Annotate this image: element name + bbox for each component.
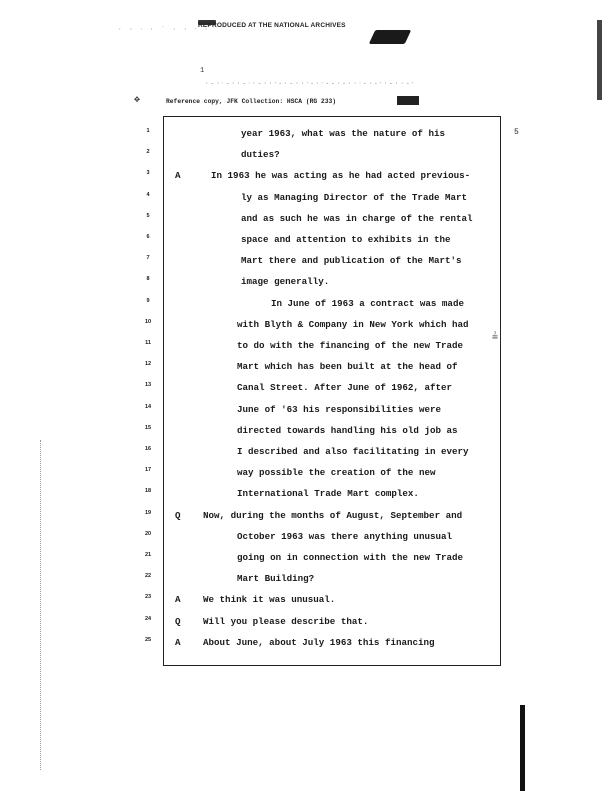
line-text: to do with the financing of the new Trade: [237, 340, 464, 351]
line-text: Canal Street. After June of 1962, after: [237, 382, 453, 394]
line-number: 15: [144, 424, 152, 431]
line-number: 9: [146, 297, 150, 304]
line-text: directed towards handling his old job as: [237, 424, 458, 436]
transcript-line: [0, 637, 612, 657]
line-text: October 1963 was there anything unusual: [237, 530, 453, 542]
margin-mark: 1: [200, 67, 205, 75]
transcript-line: [0, 510, 612, 530]
line-text: We think it was unusual.: [203, 594, 336, 606]
transcript-line: [0, 531, 612, 551]
line-number: 3: [146, 170, 150, 177]
line-number: 5: [146, 212, 150, 219]
line-text: duties?: [241, 149, 280, 161]
line-number: 4: [146, 191, 150, 198]
line-text: Mart which has been built at the head of: [237, 361, 458, 373]
scan-edge-bar: [520, 705, 525, 791]
line-number: 6: [146, 234, 150, 240]
line-number: 18: [144, 488, 152, 495]
scan-noise: · · ‧ · ˙ · · ‧ ·: [118, 26, 210, 33]
line-text: Now, during the months of August, September and: [203, 509, 463, 521]
transcript-line: [0, 170, 612, 190]
transcript-line: [0, 488, 612, 508]
transcript-line: [0, 276, 612, 296]
line-text: space and attention to exhibits in the: [241, 234, 451, 245]
handwritten-mark: ≟: [492, 333, 499, 344]
line-number: 21: [144, 552, 152, 558]
line-number: 19: [144, 509, 152, 516]
line-number: 20: [144, 530, 152, 537]
transcript-line: [0, 340, 612, 360]
scan-edge-bar: [597, 20, 602, 100]
line-number: 14: [144, 403, 152, 410]
transcript-line: [0, 234, 612, 254]
transcript-line: [0, 192, 612, 212]
speaker-label: A: [175, 636, 181, 648]
line-text: Mart there and publication of the Mart's: [241, 255, 462, 267]
redaction-blot: [397, 96, 419, 105]
speaker-label: Q: [175, 509, 181, 521]
line-number: 17: [144, 467, 152, 474]
scan-noise: ·-·‧-··-‧·-··‧-·-··‧-·‧--·-··‧-·-‧·-··-‧: [205, 80, 416, 87]
archive-stamp: REPRODUCED AT THE NATIONAL ARCHIVES: [198, 22, 346, 29]
transcript-line: [0, 616, 612, 636]
transcript-line: [0, 298, 612, 318]
line-text: with Blyth & Company in New York which had: [237, 318, 469, 330]
transcript-line: [0, 404, 612, 424]
line-text: and as such he was in charge of the rental: [241, 212, 473, 224]
line-number: 13: [144, 382, 152, 389]
transcript-line: [0, 361, 612, 381]
reference-line: Reference copy, JFK Collection: HSCA (RG 233): [166, 98, 337, 105]
line-text: In June of 1963 a contract was made: [271, 297, 464, 309]
line-text: Will you please describe that.: [203, 615, 369, 627]
speaker-label: A: [175, 170, 181, 182]
transcript-line: [0, 552, 612, 572]
scan-edge-dots: [40, 440, 43, 770]
transcript-line: [0, 425, 612, 445]
speaker-label: Q: [175, 615, 181, 627]
line-number: 7: [146, 255, 150, 262]
transcript-line: [0, 319, 612, 339]
transcript-line: [0, 573, 612, 593]
line-number: 24: [144, 615, 152, 622]
line-number: 11: [145, 340, 151, 346]
transcript-line: [0, 382, 612, 402]
line-text: In 1963 he was acting as he had acted previous-: [211, 170, 471, 182]
line-text: ly as Managing Director of the Trade Mart: [241, 191, 468, 203]
line-number: 25: [144, 636, 152, 643]
line-number: 22: [144, 573, 152, 580]
archive-seal-icon: ✥: [134, 95, 141, 106]
line-number: 1: [146, 128, 150, 134]
line-text: going on in connection with the new Trade: [237, 552, 464, 563]
line-text: year 1963, what was the nature of his: [241, 128, 445, 139]
line-text: About June, about July 1963 this financing: [203, 636, 435, 648]
transcript-line: [0, 255, 612, 275]
line-number: 10: [144, 318, 152, 325]
line-number: 8: [146, 276, 150, 283]
line-number: 23: [144, 594, 152, 601]
line-text: image generally.: [241, 276, 330, 288]
stamp-smudge-right: [369, 30, 412, 44]
transcript-line: [0, 128, 612, 148]
line-number: 16: [144, 446, 152, 452]
transcript-line: [0, 594, 612, 614]
page-number: 5: [514, 128, 519, 137]
transcript-line: [0, 149, 612, 169]
line-text: International Trade Mart complex.: [237, 488, 419, 500]
transcript-line: [0, 467, 612, 487]
speaker-label: A: [175, 594, 181, 606]
line-number: 2: [146, 149, 150, 156]
transcript-line: [0, 213, 612, 233]
line-text: I described and also facilitating in every: [237, 446, 469, 457]
line-text: June of '63 his responsibilities were: [237, 403, 441, 415]
transcript-line: [0, 446, 612, 466]
line-text: Mart Building?: [237, 573, 315, 585]
line-text: way possible the creation of the new: [237, 467, 436, 479]
line-number: 12: [144, 361, 152, 368]
